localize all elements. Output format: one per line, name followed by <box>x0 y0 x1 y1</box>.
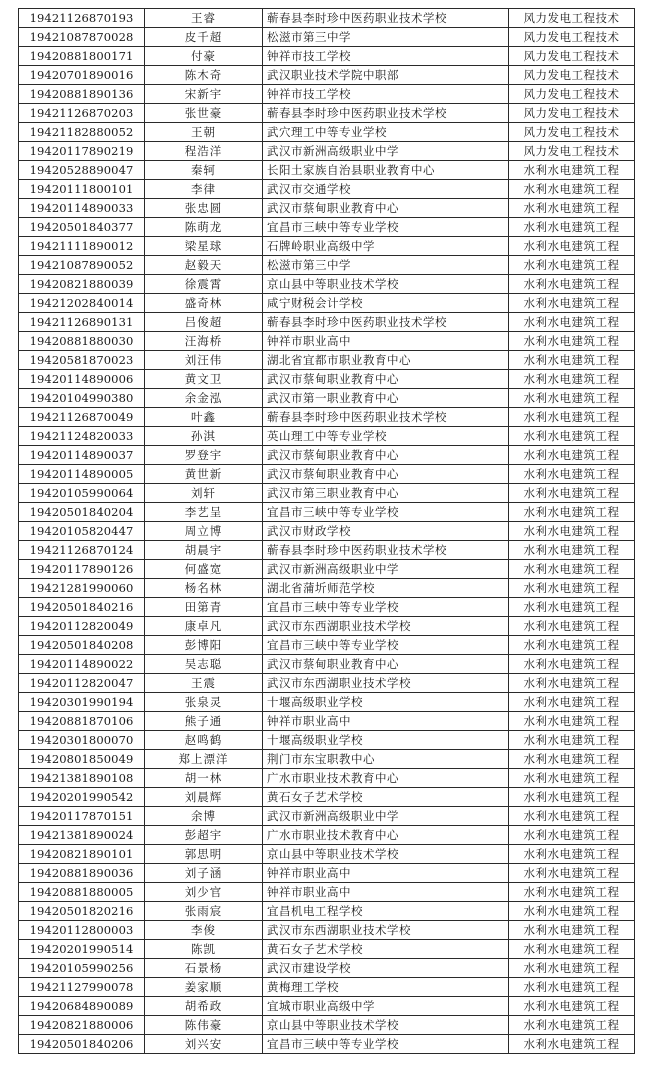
table-row <box>19 256 635 275</box>
admission-table <box>18 8 635 1054</box>
student-name-cell: 刘晨辉 <box>145 788 263 807</box>
major-cell: 水利水电建筑工程 <box>509 845 635 864</box>
table-row <box>19 769 635 788</box>
major-cell: 水利水电建筑工程 <box>509 826 635 845</box>
school-name-cell: 松滋市第三中学 <box>263 28 509 47</box>
major-cell: 水利水电建筑工程 <box>509 598 635 617</box>
school-name-cell: 武汉市建设学校 <box>263 959 509 978</box>
school-name-cell: 宜昌市三峡中等专业学校 <box>263 636 509 655</box>
student-id-cell: 19421126870203 <box>19 104 145 123</box>
school-name-cell: 湖北省宜都市职业教育中心 <box>263 351 509 370</box>
student-id-cell: 19420881880030 <box>19 332 145 351</box>
school-name-cell: 武汉市财政学校 <box>263 522 509 541</box>
table-row <box>19 275 635 294</box>
school-name-cell: 京山县中等职业技术学校 <box>263 845 509 864</box>
table-row <box>19 617 635 636</box>
table-row <box>19 47 635 66</box>
student-name-cell: 秦轲 <box>145 161 263 180</box>
table-row <box>19 522 635 541</box>
school-name-cell: 十堰高级职业学校 <box>263 693 509 712</box>
table-row <box>19 921 635 940</box>
student-name-cell: 罗登宇 <box>145 446 263 465</box>
student-id-cell: 19421381890108 <box>19 769 145 788</box>
major-cell: 风力发电工程技术 <box>509 123 635 142</box>
school-name-cell: 武穴理工中等专业学校 <box>263 123 509 142</box>
student-name-cell: 付豪 <box>145 47 263 66</box>
major-cell: 风力发电工程技术 <box>509 9 635 28</box>
school-name-cell: 宜昌市三峡中等专业学校 <box>263 598 509 617</box>
major-cell: 水利水电建筑工程 <box>509 617 635 636</box>
student-name-cell: 张泉灵 <box>145 693 263 712</box>
student-id-cell: 19421126870124 <box>19 541 145 560</box>
student-name-cell: 胡晨宇 <box>145 541 263 560</box>
student-name-cell: 盛奇林 <box>145 294 263 313</box>
school-name-cell: 钟祥市职业高中 <box>263 864 509 883</box>
major-cell: 水利水电建筑工程 <box>509 465 635 484</box>
student-id-cell: 19421126870049 <box>19 408 145 427</box>
admission-table-body <box>19 9 635 1054</box>
student-id-cell: 19420501840377 <box>19 218 145 237</box>
table-row <box>19 750 635 769</box>
major-cell: 水利水电建筑工程 <box>509 864 635 883</box>
student-name-cell: 黄文卫 <box>145 370 263 389</box>
major-cell: 水利水电建筑工程 <box>509 731 635 750</box>
student-name-cell: 张雨宸 <box>145 902 263 921</box>
school-name-cell: 蕲春县李时珍中医药职业技术学校 <box>263 408 509 427</box>
major-cell: 水利水电建筑工程 <box>509 541 635 560</box>
school-name-cell: 武汉市东西湖职业技术学校 <box>263 617 509 636</box>
school-name-cell: 武汉市蔡甸职业教育中心 <box>263 655 509 674</box>
school-name-cell: 黄石女子艺术学校 <box>263 788 509 807</box>
school-name-cell: 武汉市新洲高级职业中学 <box>263 142 509 161</box>
major-cell: 水利水电建筑工程 <box>509 408 635 427</box>
table-row <box>19 9 635 28</box>
student-id-cell: 19420701890016 <box>19 66 145 85</box>
student-name-cell: 汪海桥 <box>145 332 263 351</box>
school-name-cell: 宜昌市三峡中等专业学校 <box>263 218 509 237</box>
school-name-cell: 钟祥市技工学校 <box>263 47 509 66</box>
student-name-cell: 赵鸣鹤 <box>145 731 263 750</box>
school-name-cell: 广水市职业技术教育中心 <box>263 769 509 788</box>
major-cell: 水利水电建筑工程 <box>509 446 635 465</box>
school-name-cell: 钟祥市职业高中 <box>263 712 509 731</box>
table-row <box>19 161 635 180</box>
student-name-cell: 张世豪 <box>145 104 263 123</box>
table-row <box>19 199 635 218</box>
student-name-cell: 李艺呈 <box>145 503 263 522</box>
table-row <box>19 237 635 256</box>
student-id-cell: 19420501840216 <box>19 598 145 617</box>
student-name-cell: 黄世新 <box>145 465 263 484</box>
school-name-cell: 武汉市新洲高级职业中学 <box>263 560 509 579</box>
major-cell: 水利水电建筑工程 <box>509 180 635 199</box>
table-row <box>19 845 635 864</box>
student-id-cell: 19420105990064 <box>19 484 145 503</box>
school-name-cell: 蕲春县李时珍中医药职业技术学校 <box>263 104 509 123</box>
major-cell: 水利水电建筑工程 <box>509 351 635 370</box>
student-id-cell: 19420111800101 <box>19 180 145 199</box>
student-name-cell: 陈萌龙 <box>145 218 263 237</box>
student-name-cell: 陈凯 <box>145 940 263 959</box>
table-row <box>19 598 635 617</box>
student-name-cell: 程浩洋 <box>145 142 263 161</box>
student-id-cell: 19420114890033 <box>19 199 145 218</box>
major-cell: 水利水电建筑工程 <box>509 902 635 921</box>
student-id-cell: 19421126890131 <box>19 313 145 332</box>
school-name-cell: 武汉市交通学校 <box>263 180 509 199</box>
school-name-cell: 蕲春县李时珍中医药职业技术学校 <box>263 313 509 332</box>
student-name-cell: 田第青 <box>145 598 263 617</box>
school-name-cell: 蕲春县李时珍中医药职业技术学校 <box>263 9 509 28</box>
major-cell: 水利水电建筑工程 <box>509 256 635 275</box>
student-name-cell: 刘兴安 <box>145 1035 263 1054</box>
student-name-cell: 熊子通 <box>145 712 263 731</box>
student-name-cell: 刘汪伟 <box>145 351 263 370</box>
table-row <box>19 579 635 598</box>
major-cell: 水利水电建筑工程 <box>509 199 635 218</box>
student-id-cell: 19420821890101 <box>19 845 145 864</box>
student-id-cell: 19421202840014 <box>19 294 145 313</box>
student-name-cell: 胡一林 <box>145 769 263 788</box>
school-name-cell: 宜昌机电工程学校 <box>263 902 509 921</box>
student-id-cell: 19420117870151 <box>19 807 145 826</box>
major-cell: 水利水电建筑工程 <box>509 940 635 959</box>
student-id-cell: 19420201990542 <box>19 788 145 807</box>
major-cell: 水利水电建筑工程 <box>509 693 635 712</box>
school-name-cell: 京山县中等职业技术学校 <box>263 1016 509 1035</box>
table-row <box>19 560 635 579</box>
major-cell: 水利水电建筑工程 <box>509 636 635 655</box>
school-name-cell: 钟祥市职业高中 <box>263 332 509 351</box>
student-id-cell: 19420105990256 <box>19 959 145 978</box>
table-row <box>19 351 635 370</box>
major-cell: 水利水电建筑工程 <box>509 997 635 1016</box>
table-row <box>19 902 635 921</box>
table-row <box>19 959 635 978</box>
school-name-cell: 石牌岭职业高级中学 <box>263 237 509 256</box>
student-name-cell: 徐震霄 <box>145 275 263 294</box>
school-name-cell: 武汉市东西湖职业技术学校 <box>263 674 509 693</box>
student-id-cell: 19420104990380 <box>19 389 145 408</box>
student-id-cell: 19420114890037 <box>19 446 145 465</box>
major-cell: 水利水电建筑工程 <box>509 161 635 180</box>
major-cell: 水利水电建筑工程 <box>509 807 635 826</box>
school-name-cell: 武汉市新洲高级职业中学 <box>263 807 509 826</box>
student-id-cell: 19420114890005 <box>19 465 145 484</box>
table-row <box>19 446 635 465</box>
student-name-cell: 孙淇 <box>145 427 263 446</box>
table-row <box>19 66 635 85</box>
major-cell: 水利水电建筑工程 <box>509 674 635 693</box>
table-row <box>19 104 635 123</box>
table-row <box>19 332 635 351</box>
student-id-cell: 19421111890012 <box>19 237 145 256</box>
major-cell: 风力发电工程技术 <box>509 142 635 161</box>
school-name-cell: 宜昌市三峡中等专业学校 <box>263 1035 509 1054</box>
student-name-cell: 康卓凡 <box>145 617 263 636</box>
student-name-cell: 皮千超 <box>145 28 263 47</box>
table-row <box>19 978 635 997</box>
major-cell: 水利水电建筑工程 <box>509 921 635 940</box>
table-row <box>19 807 635 826</box>
major-cell: 水利水电建筑工程 <box>509 237 635 256</box>
school-name-cell: 咸宁财税会计学校 <box>263 294 509 313</box>
major-cell: 水利水电建筑工程 <box>509 978 635 997</box>
major-cell: 水利水电建筑工程 <box>509 522 635 541</box>
table-row <box>19 883 635 902</box>
student-name-cell: 郑上漂洋 <box>145 750 263 769</box>
student-name-cell: 梁星球 <box>145 237 263 256</box>
student-name-cell: 彭超宇 <box>145 826 263 845</box>
school-name-cell: 英山理工中等专业学校 <box>263 427 509 446</box>
student-id-cell: 19420501840208 <box>19 636 145 655</box>
school-name-cell: 长阳土家族自治县职业教育中心 <box>263 161 509 180</box>
student-name-cell: 吕俊超 <box>145 313 263 332</box>
student-id-cell: 19420117890126 <box>19 560 145 579</box>
school-name-cell: 松滋市第三中学 <box>263 256 509 275</box>
student-id-cell: 19420684890089 <box>19 997 145 1016</box>
table-row <box>19 826 635 845</box>
major-cell: 水利水电建筑工程 <box>509 1035 635 1054</box>
student-id-cell: 19421182880052 <box>19 123 145 142</box>
student-id-cell: 19420881870106 <box>19 712 145 731</box>
student-id-cell: 19421381890024 <box>19 826 145 845</box>
major-cell: 水利水电建筑工程 <box>509 427 635 446</box>
school-name-cell: 宜城市职业高级中学 <box>263 997 509 1016</box>
major-cell: 水利水电建筑工程 <box>509 579 635 598</box>
student-id-cell: 19420501820216 <box>19 902 145 921</box>
student-id-cell: 19420301990194 <box>19 693 145 712</box>
student-id-cell: 19421087870028 <box>19 28 145 47</box>
major-cell: 风力发电工程技术 <box>509 85 635 104</box>
school-name-cell: 十堰高级职业学校 <box>263 731 509 750</box>
school-name-cell: 武汉市第一职业教育中心 <box>263 389 509 408</box>
student-id-cell: 19420528890047 <box>19 161 145 180</box>
student-name-cell: 刘少官 <box>145 883 263 902</box>
school-name-cell: 武汉市蔡甸职业教育中心 <box>263 465 509 484</box>
table-row <box>19 731 635 750</box>
school-name-cell: 宜昌市三峡中等专业学校 <box>263 503 509 522</box>
major-cell: 水利水电建筑工程 <box>509 370 635 389</box>
student-name-cell: 陈木奇 <box>145 66 263 85</box>
student-name-cell: 彭博阳 <box>145 636 263 655</box>
table-row <box>19 655 635 674</box>
student-name-cell: 郭思明 <box>145 845 263 864</box>
table-row <box>19 712 635 731</box>
student-name-cell: 李律 <box>145 180 263 199</box>
student-name-cell: 王朝 <box>145 123 263 142</box>
table-row <box>19 997 635 1016</box>
student-name-cell: 刘子涵 <box>145 864 263 883</box>
major-cell: 水利水电建筑工程 <box>509 484 635 503</box>
table-row <box>19 142 635 161</box>
major-cell: 水利水电建筑工程 <box>509 769 635 788</box>
student-id-cell: 19420105820447 <box>19 522 145 541</box>
student-name-cell: 王睿 <box>145 9 263 28</box>
student-id-cell: 19420881880005 <box>19 883 145 902</box>
table-row <box>19 1016 635 1035</box>
school-name-cell: 京山县中等职业技术学校 <box>263 275 509 294</box>
student-name-cell: 吴志聪 <box>145 655 263 674</box>
major-cell: 风力发电工程技术 <box>509 104 635 123</box>
student-id-cell: 19420881890036 <box>19 864 145 883</box>
school-name-cell: 湖北省蒲圻师范学校 <box>263 579 509 598</box>
table-row <box>19 503 635 522</box>
table-row <box>19 693 635 712</box>
school-name-cell: 武汉市蔡甸职业教育中心 <box>263 199 509 218</box>
table-row <box>19 180 635 199</box>
student-id-cell: 19420301800070 <box>19 731 145 750</box>
student-id-cell: 19420112800003 <box>19 921 145 940</box>
student-name-cell: 赵毅天 <box>145 256 263 275</box>
major-cell: 风力发电工程技术 <box>509 66 635 85</box>
student-id-cell: 19420112820047 <box>19 674 145 693</box>
major-cell: 水利水电建筑工程 <box>509 294 635 313</box>
school-name-cell: 武汉市蔡甸职业教育中心 <box>263 370 509 389</box>
table-row <box>19 1035 635 1054</box>
student-id-cell: 19420201990514 <box>19 940 145 959</box>
admission-list <box>18 8 634 1054</box>
table-row <box>19 370 635 389</box>
table-row <box>19 218 635 237</box>
major-cell: 水利水电建筑工程 <box>509 788 635 807</box>
student-name-cell: 张忠圆 <box>145 199 263 218</box>
student-name-cell: 王震 <box>145 674 263 693</box>
school-name-cell: 荆门市东宝职教中心 <box>263 750 509 769</box>
school-name-cell: 武汉市蔡甸职业教育中心 <box>263 446 509 465</box>
school-name-cell: 蕲春县李时珍中医药职业技术学校 <box>263 541 509 560</box>
school-name-cell: 钟祥市职业高中 <box>263 883 509 902</box>
table-row <box>19 636 635 655</box>
student-name-cell: 周立博 <box>145 522 263 541</box>
table-row <box>19 465 635 484</box>
student-id-cell: 19420501840206 <box>19 1035 145 1054</box>
table-row <box>19 484 635 503</box>
table-row <box>19 674 635 693</box>
school-name-cell: 黄梅理工学校 <box>263 978 509 997</box>
major-cell: 风力发电工程技术 <box>509 47 635 66</box>
table-row <box>19 427 635 446</box>
table-row <box>19 85 635 104</box>
student-id-cell: 19420821880039 <box>19 275 145 294</box>
table-row <box>19 864 635 883</box>
major-cell: 水利水电建筑工程 <box>509 655 635 674</box>
major-cell: 水利水电建筑工程 <box>509 218 635 237</box>
major-cell: 水利水电建筑工程 <box>509 275 635 294</box>
student-name-cell: 余金泓 <box>145 389 263 408</box>
major-cell: 水利水电建筑工程 <box>509 503 635 522</box>
student-name-cell: 姜家顺 <box>145 978 263 997</box>
major-cell: 水利水电建筑工程 <box>509 332 635 351</box>
student-id-cell: 19420117890219 <box>19 142 145 161</box>
table-row <box>19 408 635 427</box>
table-row <box>19 123 635 142</box>
school-name-cell: 武汉职业技术学院中职部 <box>263 66 509 85</box>
student-name-cell: 石景杨 <box>145 959 263 978</box>
student-name-cell: 余博 <box>145 807 263 826</box>
student-name-cell: 刘轩 <box>145 484 263 503</box>
table-row <box>19 28 635 47</box>
school-name-cell: 黄石女子艺术学校 <box>263 940 509 959</box>
school-name-cell: 钟祥市技工学校 <box>263 85 509 104</box>
major-cell: 水利水电建筑工程 <box>509 1016 635 1035</box>
major-cell: 水利水电建筑工程 <box>509 389 635 408</box>
student-name-cell: 宋新宇 <box>145 85 263 104</box>
major-cell: 风力发电工程技术 <box>509 28 635 47</box>
student-id-cell: 19420112820049 <box>19 617 145 636</box>
student-name-cell: 胡希政 <box>145 997 263 1016</box>
student-name-cell: 杨名林 <box>145 579 263 598</box>
student-name-cell: 李俊 <box>145 921 263 940</box>
major-cell: 水利水电建筑工程 <box>509 560 635 579</box>
major-cell: 水利水电建筑工程 <box>509 883 635 902</box>
student-name-cell: 叶鑫 <box>145 408 263 427</box>
major-cell: 水利水电建筑工程 <box>509 750 635 769</box>
student-id-cell: 19421126870193 <box>19 9 145 28</box>
school-name-cell: 武汉市第三职业教育中心 <box>263 484 509 503</box>
major-cell: 水利水电建筑工程 <box>509 712 635 731</box>
school-name-cell: 广水市职业技术教育中心 <box>263 826 509 845</box>
table-row <box>19 940 635 959</box>
student-id-cell: 19420501840204 <box>19 503 145 522</box>
major-cell: 水利水电建筑工程 <box>509 313 635 332</box>
table-row <box>19 389 635 408</box>
student-id-cell: 19420881800171 <box>19 47 145 66</box>
student-id-cell: 19420581870023 <box>19 351 145 370</box>
student-id-cell: 19420821880006 <box>19 1016 145 1035</box>
student-id-cell: 19421087890052 <box>19 256 145 275</box>
school-name-cell: 武汉市东西湖职业技术学校 <box>263 921 509 940</box>
student-id-cell: 19420881890136 <box>19 85 145 104</box>
student-id-cell: 19421124820033 <box>19 427 145 446</box>
table-row <box>19 788 635 807</box>
student-id-cell: 19420114890022 <box>19 655 145 674</box>
student-name-cell: 何盛宽 <box>145 560 263 579</box>
student-id-cell: 19421127990078 <box>19 978 145 997</box>
student-id-cell: 19420801850049 <box>19 750 145 769</box>
table-row <box>19 541 635 560</box>
student-id-cell: 19420114890006 <box>19 370 145 389</box>
table-row <box>19 294 635 313</box>
student-name-cell: 陈伟豪 <box>145 1016 263 1035</box>
major-cell: 水利水电建筑工程 <box>509 959 635 978</box>
table-row <box>19 313 635 332</box>
student-id-cell: 19421281990060 <box>19 579 145 598</box>
